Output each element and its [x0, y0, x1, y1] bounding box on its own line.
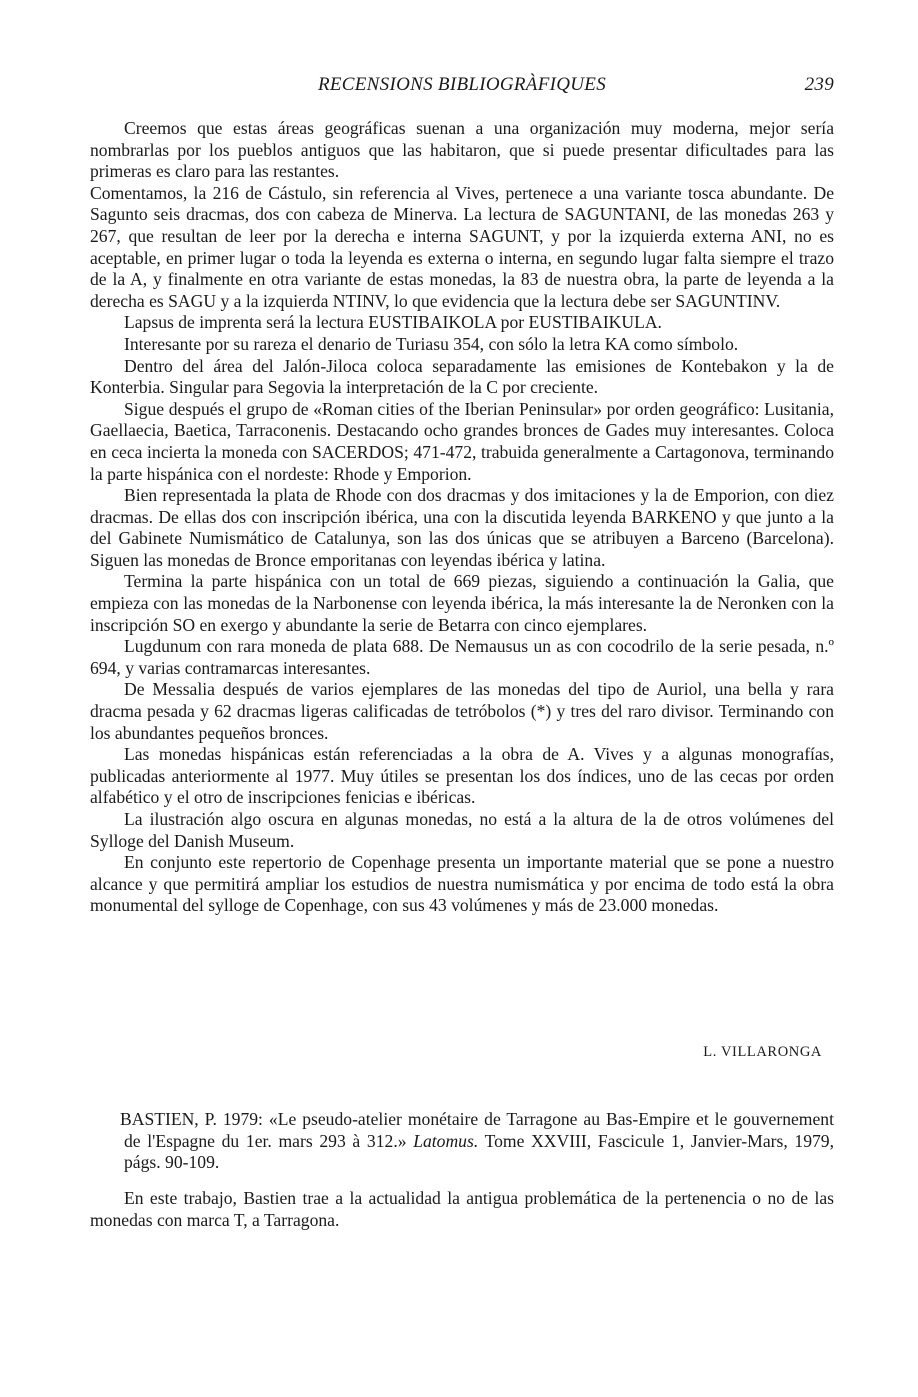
paragraph: La ilustración algo oscura en algunas monedas, no está a la altura de la de otros volúmenes del Sylloge del Danish Museum.: [90, 809, 834, 851]
paragraph: Lapsus de imprenta será la lectura EUSTIBAIKOLA por EUSTIBAIKULA.: [124, 312, 662, 333]
review-body: [90, 118, 834, 917]
page-header: [90, 74, 834, 100]
paragraph: En este trabajo, Bastien trae a la actualidad la antigua problemática de la pertenencia o no de las monedas con marca T, a Tarragona.: [90, 1188, 834, 1230]
paragraph: Bien representada la plata de Rhode con dos dracmas y dos imitaciones y la de Emporion, con diez dracmas. De ellas dos con inscripción ibérica, una con la discutida leyenda BARKENO y que junto a la del Gabinete Numismático de Catalunya, son las dos únicas que se atribuyen a Barceno (Barcelona). Siguen las monedas de Bronce emporitanas con leyendas ibérica y latina.: [90, 485, 834, 570]
paragraph: Termina la parte hispánica con un total de 669 piezas, siguiendo a continuación la Galia, que empieza con las monedas de la Narbonense con leyenda ibérica, la más interesante la de Neronken con la inscripción SO en exergo y abundante la serie de Betarra con cinco ejemplares.: [90, 571, 834, 635]
paragraph: Interesante por su rareza el denario de Turiasu 354, con sólo la letra KA como símbolo.: [124, 333, 739, 354]
next-review: [90, 1188, 834, 1231]
paragraph: De Messalia después de varios ejemplares de las monedas del tipo de Auriol, una bella y rara dracma pesada y 62 dracmas ligeras calificadas de tetróbolos (*) y tres del raro divisor. Terminando con los abundantes pequeños bronces.: [90, 679, 834, 743]
reference-journal: Latomus.: [413, 1130, 479, 1151]
paragraph: Sigue después el grupo de «Roman cities of the Iberian Peninsular» por orden geográfico: Lusitania, Gaellaecia, Baetica, Tarraconenis. Destacando ocho grandes bronces de Gades muy interesantes. Coloca en ceca incierta la moneda con SACERDOS; 471-472, trabuida generalmente a Cartagonova, terminando la parte hispánica con el nordeste: Rhode y Emporion.: [90, 398, 834, 484]
bibliographic-reference: [90, 1109, 834, 1174]
running-title: RECENSIONS BIBLIOGRÀFIQUES: [317, 74, 606, 95]
paragraph: Dentro del área del Jalón-Jiloca coloca separadamente las emisiones de Kontebakon y la de Konterbia. Singular para Segovia la interpretación de la C por creciente.: [90, 355, 834, 398]
reference-entry: [90, 1109, 834, 1174]
reference-title: «Le pseudo-atelier monétaire de Tarragone au Bas-Empire et le gouvernement de l'Espagne du 1er. mars 293 à 312.»: [124, 1109, 834, 1151]
paragraph: Creemos que estas áreas geográficas suenan a una organización muy moderna, mejor sería nombrarlas por los pueblos antiguos que las habitaron, que si puede presentar dificultades para las primeras es claro para las restantes.: [90, 118, 834, 182]
paragraph: Comentamos, la 216 de Cástulo, sin referencia al Vives, pertenece a una variante tosca abundante. De Sagunto seis dracmas, dos con cabeza de Minerva. La lectura de SAGUNTANI, de las monedas 263 y 267, que resultan de leer por la derecha e interna SAGUNT, y por la izquierda externa ANI, no es aceptable, en primer lugar o toda la leyenda es externa o interna, en segundo lugar falta siempre el trazo de la A, y finalmente en otra variante de estas monedas, la 83 de nuestra obra, la parte de leyenda a la derecha es SAGU y a la izquierda NTINV, lo que evidencia que la lectura debe ser SAGUNTINV.: [90, 182, 834, 311]
reviewer-signature: L. VILLARONGA: [703, 1044, 822, 1060]
paragraph: En conjunto este repertorio de Copenhage presenta un importante material que se pone a nuestro alcance y que permitirá ampliar los estudios de nuestra numismática y por encima de todo está la obra monumental del sylloge de Copenhage, con sus 43 volúmenes y más de 23.000 monedas.: [90, 852, 834, 916]
paragraph: Lugdunum con rara moneda de plata 688. De Nemausus un as con cocodrilo de la serie pesada, n.º 694, y varias contramarcas interesantes.: [90, 636, 834, 678]
paragraph: Las monedas hispánicas están referenciadas a la obra de A. Vives y a algunas monografías, publicadas anteriormente al 1977. Muy útiles se presentan los dos índices, uno de las cecas por orden alfabético y el otro de inscripciones fenicias e ibéricas.: [90, 744, 834, 808]
reference-author: BASTIEN, P. 1979:: [120, 1109, 263, 1129]
reference-details: Tome XXVIII, Fascicule 1, Janvier-Mars, 1979, págs. 90-109.: [124, 1130, 834, 1173]
page-number: 239: [804, 74, 834, 95]
